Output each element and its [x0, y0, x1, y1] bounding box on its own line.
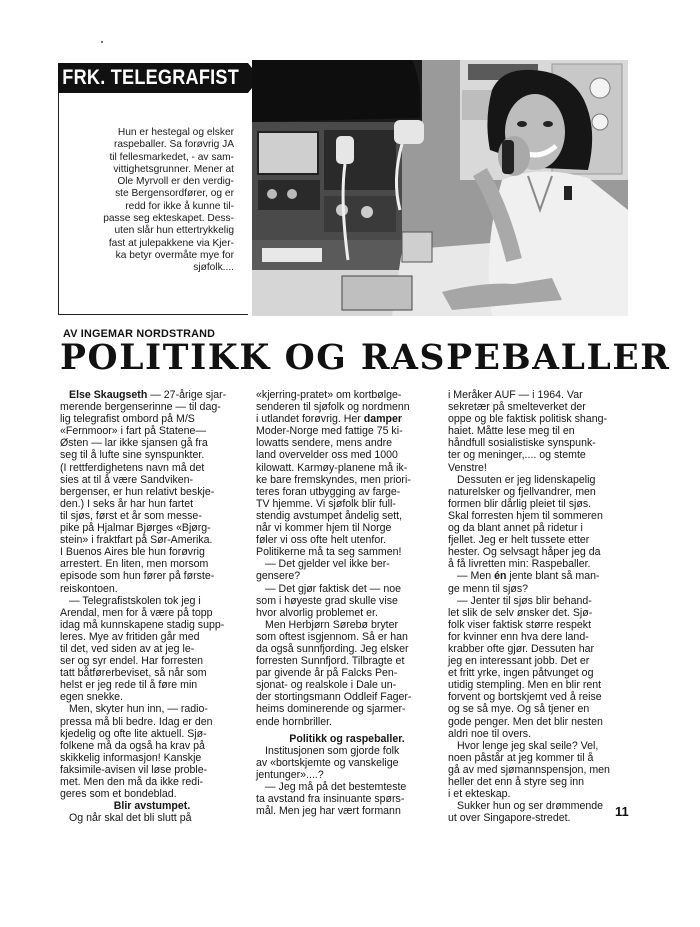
intro-text: Hun er hestegal og elsker raspeballer. Sa forøvrig JA til fellesmarkedet, - av sam- vittighetsgrunner. Mener at Ole Myrvoll er den verdig- ste Bergensordfører, og er redd for ikke å kunne til- passe seg ekteskapet. Dess- uten slår hun ettertrykkelig fast at julepakkene via Kjer- ka betyr overmåte mye for sjøfolk.... [103, 127, 234, 274]
section-banner [58, 63, 248, 93]
byline: AV INGEMAR NORDSTRAND [63, 328, 216, 340]
column-1 [60, 389, 244, 824]
paragraph-text: Moder-Norge med fattige 75 ki- lowatts sendere, mens andre land overvelder oss med 1000 kilowatt. Karmøy-planene må ik- ke bare fremskyndes, men priori- teres foran utbygging av farge- TV hjemme. Vi sjøfolk blir full- stendig avstumpet åndelig sett, når vi kommer hjem til Norge føler vi oss ofte helt utenfor. Politikerne må ta seg sammen! [256, 425, 411, 559]
print-speck [101, 41, 103, 43]
paragraph: Men Herbjørn Sørebø bryter som oftest isgjennom. Så er han da også sunnfjording. Jeg elsker forresten Sunnfjord. Tilbragte et par givende år på Falcks Pen- sjonat- og realskole i Dale un- der stortingsmann Oddleif Fager- heims dominerende og sjarmer- ende hornbriller. [256, 618, 412, 728]
subheading: Blir avstumpet. [113, 800, 191, 813]
paragraph [60, 389, 244, 595]
paragraph-text: — 27-årige sjar- merende bergenserinne — til dag- lig telegrafist ombord på M/S «Fernmoor» i fart på Statene— Østen — lar ikke sjansen gå fra seg til å lufte sine synspunkter. (I rettferdighetens navn må det sies at til å være Sandviken- bergenser, er hun relativt beskje- den.) I seks år har hun fartet til sjøs, først et år som messe- pike på Hjalmar Bjørges «Bjørg- stein» i fraktfart på Sør-Amerika. I Buenos Aires ble hun forøvrig arrestert. En liten, men morsom episode som hun fører på førstе- reiskontoen. [60, 389, 227, 595]
paragraph-text: jente blant så man- ge menn til sjøs? [448, 570, 600, 595]
column-2 [256, 389, 438, 817]
paragraph: — Jenter til sjøs blir behand- let slik de selv ønsker det. Sjø- folk viser faktisk større respekt for kvinner enn hva dere land- krabber ofte gjør. Dessuten har jeg en interessant jobb. Det er et fritt yrke, ingen påtvunget og utidig stempling. Men en blir rent forvent og bortskjemt ved å reise og se så mye. Og så tjener en gode penger. Men det blir nesten aldri noe til overs. [448, 594, 603, 740]
page-number: 11 [615, 804, 629, 819]
paragraph: Hvor lenge jeg skal seile? Vel, noen påstår at jeg kommer til å gå av med sjømannspensjon, men heller det enn å styre seg inn i et ekteskap. [448, 739, 610, 801]
paragraph: i Meråker AUF — i 1964. Var sekretær på smelteverket der oppe og ble faktisk politisk shang- haiet. Måtte lese meg til en håndfull sosialistiske synspunk- ter og meninger,.... og stemte Venstre! [448, 389, 607, 474]
bold-word: damper [363, 413, 403, 426]
banner-label: FRK. TELEGRAFIST [62, 66, 240, 89]
paragraph: Og når skal det bli slutt på [69, 812, 192, 825]
bold-word: én [494, 570, 507, 583]
photo-illustration [252, 60, 628, 316]
paragraph: — Det gjør faktisk det — noe som i høyeste grad skulle vise hvor alvorlig problemet er. [256, 582, 402, 619]
paragraph [256, 389, 438, 558]
photo-telegraphist [252, 60, 628, 316]
paragraph [448, 570, 632, 594]
paragraph: Sukker hun og ser drømmende ut over Singapore-stredet. [448, 800, 604, 825]
paragraph: — Jeg må på det bestemteste ta avstand fra insinuante spørs- mål. Men jeg har vært formann [256, 781, 407, 818]
paragraph: Institusjonen som gjorde folk av «bortskjemte og vanskelige jentunger»....? [256, 744, 400, 781]
paragraph: — Det gjelder vel ikke ber- gensere? [256, 558, 390, 583]
paragraph: Dessuten er jeg lidenskapelig naturelsker og fjellvandrer, men formen blir dårlig pleiet til sjøs. Skal forresten hjem til sommeren og da blant annet på ridetur i fjellet. Jeg er helt tussete etter hester. Og selvsagt håper jeg da å få livretten min: Raspeballer. [448, 473, 603, 571]
paragraph: Men, skyter hun inn, — radio- pressa må bli bedre. Idag er den kjedelig og ofte lite aktuell. Sjø- folkene må da også ha krav på skikkelig informasjon! Kanskje faksimile-avisen vil løse proble- met. Men den må da ikke redi- geres som et bondeblad. [60, 703, 213, 801]
headline: POLITIKK OG RASPEBALLER [60, 338, 671, 378]
subheading: Politikk og raspeballer. [289, 732, 405, 745]
paragraph: — Telegrafistskolen tok jeg i Arendal, men for å være på topp idag må kunnskapene stadig supp- leres. Mye av fritiden går med til det, ved siden av at jeg le- ser og syr endel. Har forresten tatt båtførerbeviset, så når som helst er jeg rede til å føre min egen snekke. [60, 594, 225, 704]
column-3 [448, 389, 632, 824]
paragraph-text: — Men [457, 570, 495, 583]
paragraph-text: «kjerring-pratet» om kortbølge- senderen til sjøfolk og nordmenn i utlandet forøvrig. Her [256, 389, 410, 426]
lead-name: Else Skaugseth [69, 389, 148, 401]
